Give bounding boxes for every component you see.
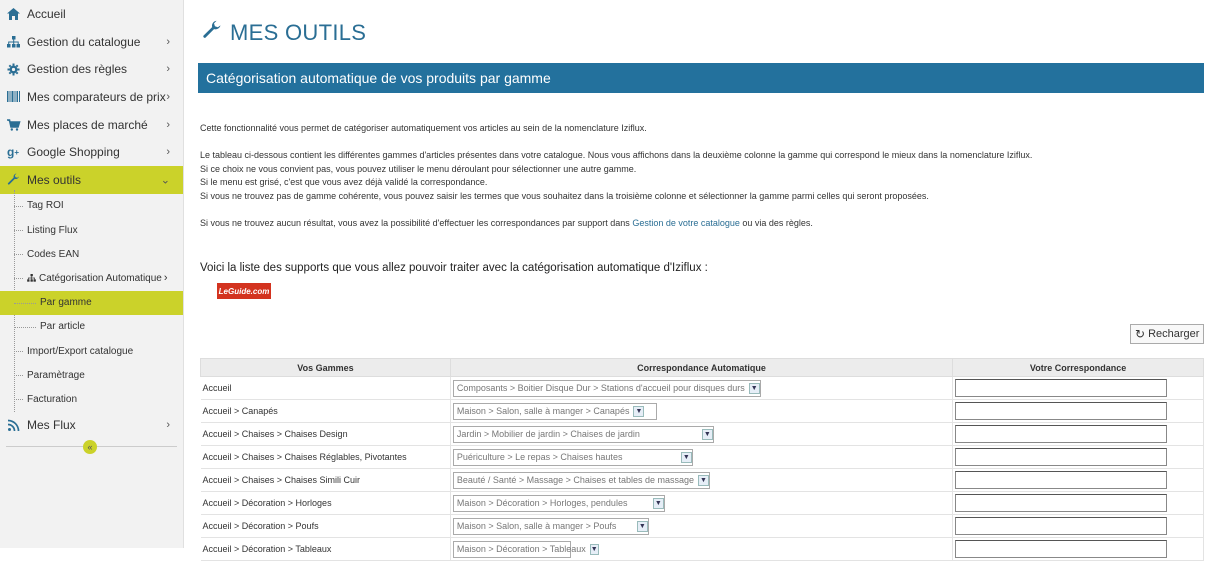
- description-text: Si vous ne trouvez aucun résultat, vous avez la possibilité d'effectuer les correspondances par support dans Gestion de votre catalogue ou via des règles.: [200, 218, 813, 228]
- wrench-icon: [202, 20, 222, 46]
- sidebar-item-mes-flux[interactable]: [0, 412, 183, 440]
- correspondance-select[interactable]: Beauté / Santé > Massage > Chaises et tables de massage ▼: [453, 472, 710, 489]
- table-row: [201, 377, 1204, 400]
- cart-icon: [6, 118, 20, 132]
- sidebar-subitem-facturation[interactable]: Facturation: [0, 387, 183, 411]
- reload-button[interactable]: ↻ Recharger: [1130, 324, 1204, 344]
- sidebar: [0, 0, 184, 548]
- table-row: [201, 538, 1204, 561]
- chevron-right-icon: ›: [166, 35, 170, 48]
- sidebar-subitem-parametrage[interactable]: Paramètrage: [0, 363, 183, 387]
- correspondance-select[interactable]: Jardin > Mobilier de jardin > Chaises de jardin ▼: [453, 426, 714, 443]
- description-text: Le tableau ci-dessous contient les différentes gammes d'articles présentes dans votre catalogue. Nous vous affichons dans la deuxième colonne la gamme qui correspond le mieux dans la nomenclature Iziflux.: [200, 150, 1033, 160]
- refresh-icon: ↻: [1135, 327, 1146, 341]
- leguide-logo[interactable]: LeGuide.com: [217, 283, 271, 299]
- gamme-cell: Accueil > Décoration > Horloges: [201, 492, 451, 515]
- google-plus-icon: g +: [6, 145, 19, 160]
- correspondance-select[interactable]: Maison > Décoration > Tableaux ▼: [453, 541, 571, 558]
- gamme-cell: Accueil > Chaises > Chaises Design: [201, 423, 451, 446]
- chevron-right-icon: ›: [166, 118, 170, 131]
- sidebar-item-catalogue[interactable]: [0, 28, 183, 56]
- sidebar-item-label: Google Shopping: [27, 145, 120, 160]
- sidebar-item-google-shopping[interactable]: [0, 138, 183, 166]
- sidebar-subitem-categorisation[interactable]: Catégorisation Automatique ›: [0, 266, 183, 290]
- column-header: Correspondance Automatique: [450, 359, 952, 377]
- sidebar-item-label: Gestion des règles: [27, 62, 128, 77]
- correspondance-input[interactable]: [955, 471, 1167, 489]
- gamme-cell: Accueil > Chaises > Chaises Simili Cuir: [201, 469, 451, 492]
- supports-intro: Voici la liste des supports que vous allez pouvoir traiter avec la catégorisation automatique d'Iziflux :: [200, 262, 708, 274]
- correspondance-input[interactable]: [955, 517, 1167, 535]
- chevron-right-icon: ›: [163, 272, 168, 285]
- description-text: Si le menu est grisé, c'est que vous avez déjà validé la correspondance.: [200, 177, 488, 187]
- rss-icon: [6, 418, 20, 432]
- correspondance-input[interactable]: [955, 379, 1167, 397]
- description-text: Si vous ne trouvez pas de gamme cohérente, vous pouvez saisir les termes que vous souhaitez dans la troisième colonne et sélectionner la gamme parmi celles qui seront proposées.: [200, 191, 929, 201]
- sidebar-subitem-codes-ean[interactable]: Codes EAN: [0, 242, 183, 266]
- gamme-cell: Accueil: [201, 377, 451, 400]
- sidebar-subitem-import-export[interactable]: Import/Export catalogue: [0, 339, 183, 363]
- barcode-icon: [6, 90, 20, 104]
- correspondance-input[interactable]: [955, 448, 1167, 466]
- dropdown-arrow-icon: ▼: [698, 475, 709, 486]
- column-header: Vos Gammes: [201, 359, 451, 377]
- gammes-table: [200, 358, 1204, 561]
- sitemap-icon: [27, 274, 36, 282]
- description-text: Si ce choix ne vous convient pas, vous pouvez utiliser le menu déroulant pour sélectionner une autre gamme.: [200, 164, 637, 174]
- correspondance-select[interactable]: Composants > Boitier Disque Dur > Stations d'accueil pour disques durs ▼: [453, 380, 761, 397]
- sidebar-item-label: Accueil: [27, 6, 66, 21]
- home-icon: [6, 7, 20, 21]
- gear-icon: [6, 62, 20, 76]
- sidebar-item-label: Mes places de marché: [27, 117, 148, 132]
- sidebar-item-label: Mes outils: [27, 172, 82, 187]
- gamme-cell: Accueil > Décoration > Poufs: [201, 515, 451, 538]
- sidebar-subitem-tag-roi[interactable]: Tag ROI: [0, 194, 183, 218]
- gamme-cell: Accueil > Canapés: [201, 400, 451, 423]
- sidebar-item-accueil[interactable]: [0, 0, 183, 28]
- column-header: Votre Correspondance: [953, 359, 1204, 377]
- page-title: MES OUTILS: [202, 20, 366, 46]
- collapse-sidebar-button[interactable]: «: [83, 440, 97, 454]
- dropdown-arrow-icon: ▼: [633, 406, 644, 417]
- sidebar-subitem-par-article[interactable]: Par article: [0, 315, 183, 339]
- chevron-right-icon: ›: [166, 63, 170, 76]
- gamme-cell: Accueil > Décoration > Tableaux: [201, 538, 451, 561]
- chevron-right-icon: ›: [166, 419, 170, 432]
- dropdown-arrow-icon: ▼: [653, 498, 664, 509]
- correspondance-select[interactable]: Maison > Salon, salle à manger > Canapés ▼: [453, 403, 657, 420]
- sidebar-item-label: Mes comparateurs de prix: [27, 89, 166, 104]
- chevron-down-icon: ⌄: [160, 174, 170, 187]
- catalogue-link[interactable]: Gestion de votre catalogue: [632, 218, 740, 228]
- chevron-right-icon: ›: [166, 146, 170, 159]
- table-row: [201, 446, 1204, 469]
- dropdown-arrow-icon: ▼: [637, 521, 648, 532]
- correspondance-select[interactable]: Maison > Salon, salle à manger > Poufs ▼: [453, 518, 649, 535]
- correspondance-input[interactable]: [955, 425, 1167, 443]
- sidebar-item-marketplaces[interactable]: [0, 111, 183, 139]
- sidebar-item-label: Gestion du catalogue: [27, 34, 141, 49]
- sidebar-item-regles[interactable]: [0, 55, 183, 83]
- gamme-cell: Accueil > Chaises > Chaises Réglables, Pivotantes: [201, 446, 451, 469]
- correspondance-select[interactable]: Puériculture > Le repas > Chaises hautes ▼: [453, 449, 693, 466]
- dropdown-arrow-icon: ▼: [749, 383, 760, 394]
- correspondance-input[interactable]: [955, 402, 1167, 420]
- correspondance-input[interactable]: [955, 494, 1167, 512]
- dropdown-arrow-icon: ▼: [702, 429, 713, 440]
- correspondance-select[interactable]: Maison > Décoration > Horloges, pendules ▼: [453, 495, 665, 512]
- table-row: [201, 423, 1204, 446]
- section-banner: Catégorisation automatique de vos produits par gamme: [198, 63, 1204, 93]
- table-row: [201, 469, 1204, 492]
- dropdown-arrow-icon: ▼: [590, 545, 598, 553]
- table-row: [201, 515, 1204, 538]
- table-row: [201, 400, 1204, 423]
- sidebar-item-mes-outils[interactable]: [0, 166, 183, 194]
- sidebar-item-label: Mes Flux: [27, 418, 76, 433]
- sidebar-item-comparateurs[interactable]: [0, 83, 183, 111]
- sidebar-subitem-par-gamme[interactable]: Par gamme: [0, 291, 183, 315]
- sitemap-icon: [6, 35, 20, 49]
- sidebar-subitem-listing-flux[interactable]: Listing Flux: [0, 218, 183, 242]
- chevron-right-icon: ›: [166, 90, 170, 103]
- wrench-icon: [6, 173, 20, 187]
- table-row: [201, 492, 1204, 515]
- description-text: Cette fonctionnalité vous permet de catégoriser automatiquement vos articles au sein de la nomenclature Iziflux.: [200, 123, 647, 133]
- correspondance-input[interactable]: [955, 540, 1167, 558]
- dropdown-arrow-icon: ▼: [681, 452, 692, 463]
